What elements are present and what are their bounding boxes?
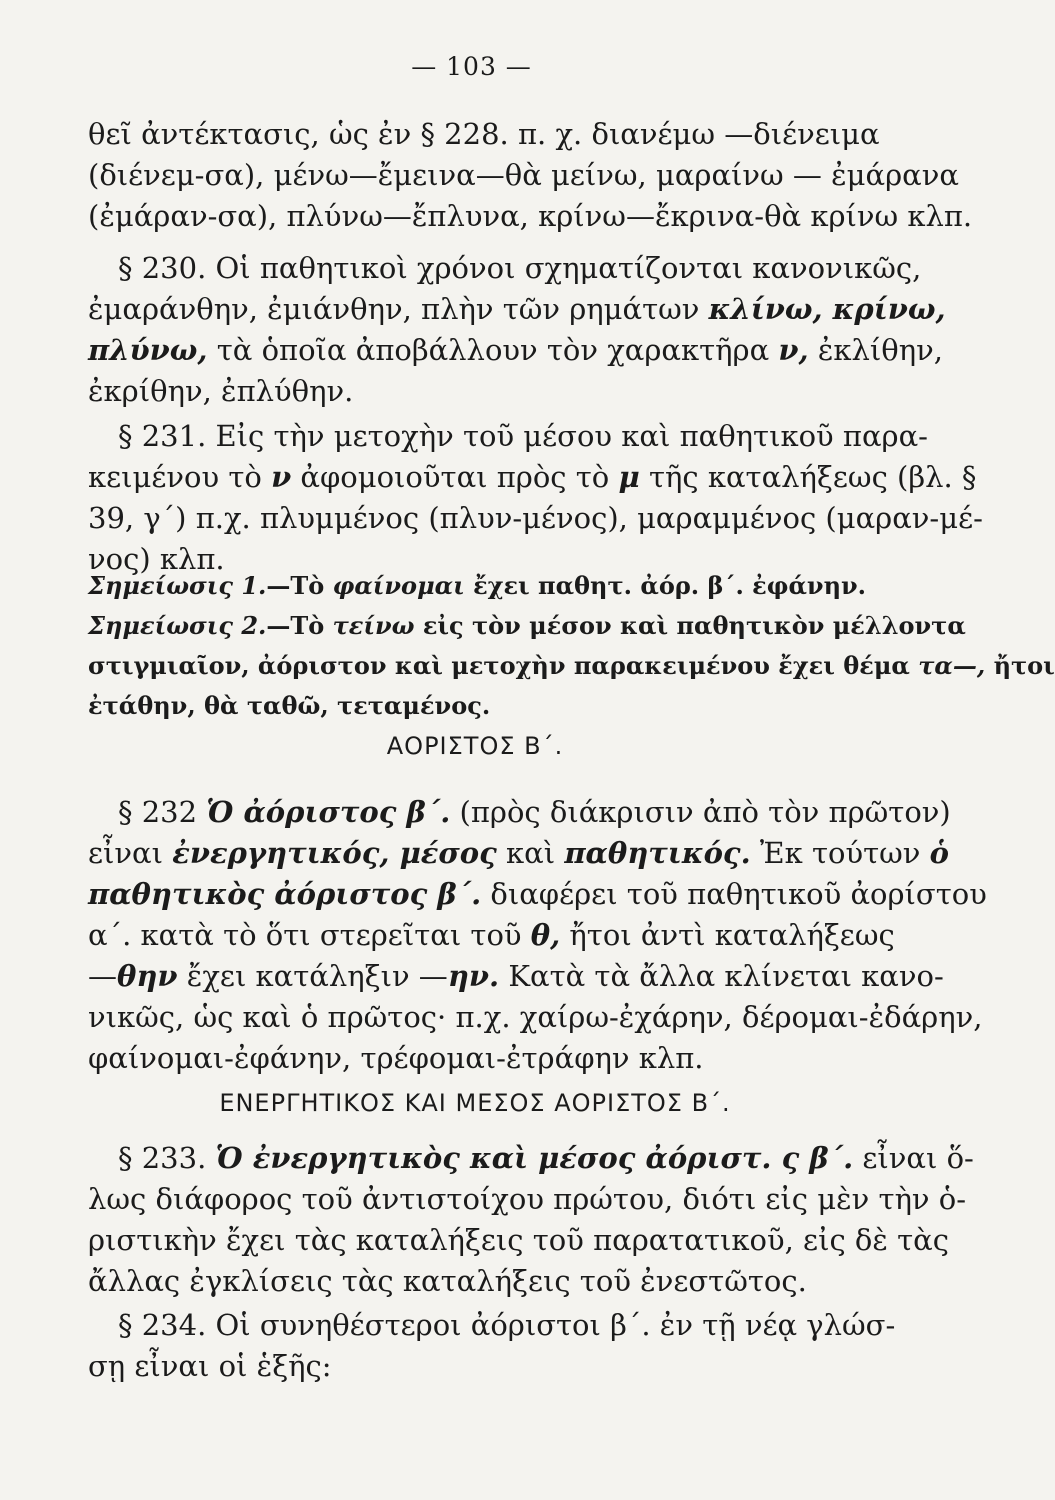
emphasis: κλίνω, κρίνω, [708,292,946,326]
emphasis: Ὁ ἀόριστος β΄. [206,795,451,829]
text-line: νικῶς, ὡς καὶ ὁ πρῶτος· π.χ. χαίρω-ἐχάρην, δέρομαι-ἐδάρην, [88,1000,983,1034]
text-line: (ἐμάραν-σα), πλύνω—ἔπλυνα, κρίνω—ἔκρινα-θὰ κρίνω κλπ. [88,199,973,233]
text-run: § 232 [118,795,207,829]
text-line: φαίνομαι-ἐφάνην, τρέφομαι-ἐτράφην κλπ. [88,1041,704,1075]
notes [88,566,1055,726]
text-run: διαφέρει τοῦ παθητικοῦ ἀορίστου [481,877,987,911]
text-run: ἐκλίθην, [808,333,943,367]
text-run: ἀφομοιοῦται πρὸς τὸ [291,460,619,494]
emphasis: ὁ [929,836,950,870]
text-line [88,874,987,915]
text-line: § 231. Εἰς τὴν μετοχὴν τοῦ μέσου καὶ παθητικοῦ παρα- [118,419,928,453]
text-line: λως διάφορος τοῦ ἀντιστοίχου πρώτου, διότι εἰς μὲν τὴν ὁ- [88,1182,967,1216]
text-run: (πρὸς διάκρισιν ἀπὸ τὸν πρῶτον) [450,795,951,829]
text-line [88,330,943,371]
text-line: § 234. Οἱ συνηθέστεροι ἀόριστοι β΄. ἐν τῇ νέᾳ γλώσ- [118,1308,896,1342]
emphasis: μ [618,460,640,494]
text-run: τὰ ὁποῖα ἀποβάλλουν τὸν χαρακτῆρα [207,333,779,367]
emphasis: θ, [530,918,561,952]
note-2-line [88,646,1055,686]
emphasis: παθητικός. [564,836,751,870]
emphasis: θην [117,959,178,993]
text-run: α΄. κατὰ τὸ ὅτι στερεῖται τοῦ [88,918,531,952]
text-run: εἰς τὸν μέσον καὶ παθητικὸν μέλλοντα [414,611,966,640]
text-line: νος) κλπ. [88,542,225,576]
emphasis: ἐνεργητικός, μέσος [172,836,497,870]
text-line [88,956,944,997]
text-run: ἔχει παθητ. ἀόρ. β΄. ἐφάνην. [464,571,867,600]
section-232 [88,792,987,1079]
text-line [88,289,946,330]
paragraph-continuation [88,114,973,237]
page-number: — 103 — [411,52,532,81]
text-run: κειμένου τὸ [88,460,272,494]
section-230 [88,248,946,412]
text-run: — [88,959,117,993]
text-run: ἤτοι [985,651,1055,680]
text-line: ἐκρίθην, ἐπλύθην. [88,374,354,408]
heading-aorist-b [88,726,862,767]
text-run: ἔχει κατάληξιν — [177,959,448,993]
text-run: στιγμιαῖον, ἀόριστον καὶ μετοχὴν παρακειμένου ἔχει θέμα [88,651,919,680]
text-run: τῆς καταλήξεως (βλ. § [639,460,977,494]
text-line: ἄλλας ἐγκλίσεις τὰς καταλήξεις τοῦ ἐνεστῶτος. [88,1264,807,1298]
text-run: —Τὸ [266,611,333,640]
note-1 [88,566,867,606]
text-line [88,833,950,874]
note-label: Σημείωσις 1. [88,571,267,600]
section-heading: ΑΟΡΙΣΤΟΣ Β΄. [386,732,564,760]
text-line [88,915,895,956]
emphasis: ν [271,460,292,494]
heading-active-middle-aorist-b [88,1083,862,1124]
emphasis: ν, [778,333,809,367]
section-233 [88,1138,974,1302]
note-2 [88,606,966,646]
note-label: Σημείωσις 2. [88,611,267,640]
section-heading: ΕΝΕΡΓΗΤΙΚΟΣ ΚΑΙ ΜΕΣΟΣ ΑΟΡΙΣΤΟΣ Β΄. [219,1089,731,1117]
text-line: 39, γ΄) π.χ. πλυμμένος (πλυν-μένος), μαραμμένος (μαραν-μέ- [88,501,983,535]
text-run: καὶ [496,836,565,870]
emphasis: πλύνω, [88,333,208,367]
text-run: εἶναι ὅ- [853,1141,974,1175]
text-run: § 233. [118,1141,216,1175]
text-line [88,792,951,833]
text-run: ἐμαράνθην, ἐμιάνθην, πλὴν τῶν ρημάτων [88,292,709,326]
text-line: § 230. Οἱ παθητικοὶ χρόνοι σχηματίζονται κανονικῶς, [118,251,922,285]
text-line: (διένεμ-σα), μένω—ἔμεινα—θὰ μείνω, μαραίνω — ἐμάρανα [88,158,959,192]
text-run: Ἐκ τούτων [750,836,930,870]
section-234 [88,1305,896,1387]
emphasis: Ὁ ἐνεργητικὸς καὶ μέσος ἀόριστ. ς β΄. [215,1141,854,1175]
emphasis: φαίνομαι [332,571,465,600]
text-run: ἤτοι ἀντὶ καταλήξεως [560,918,895,952]
text-line: σῃ εἶναι οἱ ἑξῆς: [88,1349,332,1383]
emphasis: παθητικὸς ἀόριστος β΄. [88,877,482,911]
text-run: εἶναι [88,836,173,870]
emphasis: τα—, [918,651,986,680]
text-line: ριστικὴν ἔχει τὰς καταλήξεις τοῦ παρατατικοῦ, εἰς δὲ τὰς [88,1223,950,1257]
note-2-line: ἐτάθην, θὰ ταθῶ, τεταμένος. [88,691,491,720]
section-231 [88,416,983,580]
text-run: —Τὸ [266,571,333,600]
text-line [88,457,977,498]
emphasis: ην. [447,959,500,993]
text-line: θεῖ ἀντέκτασις, ὡς ἐν § 228. π. χ. διανέμω —διένειμα [88,117,880,151]
text-line [88,1138,974,1179]
emphasis: τείνω [332,611,415,640]
text-run: Κατὰ τὰ ἄλλα κλίνεται κανο- [499,959,944,993]
